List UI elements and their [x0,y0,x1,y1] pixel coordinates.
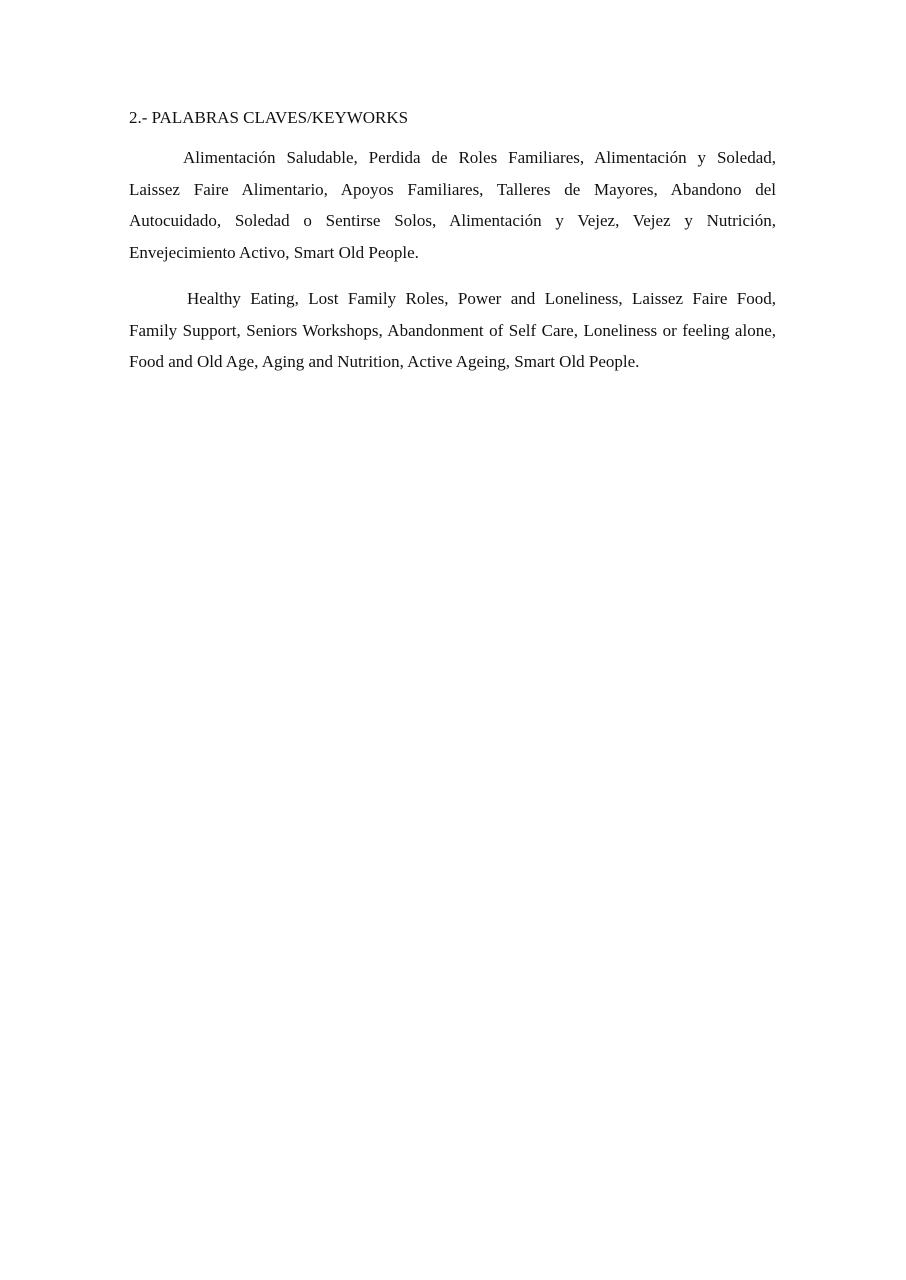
keywords-paragraph-spanish: Alimentación Saludable, Perdida de Roles Familiares, Alimentación y Soledad, Laissez Faire Alimentario, Apoyos Familiares, Talleres de Mayores, Abandono del Autocuidado, Soledad o Sentirse Solos, Alimentación y Vejez, Vejez y Nutrición, Envejecimiento Activo, Smart Old People. [129,148,776,262]
section-heading: 2.- PALABRAS CLAVES/KEYWORKS [129,108,409,127]
document-body [129,106,776,393]
keywords-paragraph-english: Healthy Eating, Lost Family Roles, Power and Loneliness, Laissez Faire Food, Family Support, Seniors Workshops, Abandonment of Self Care, Loneliness or feeling alone, Food and Old Age, Aging and Nutrition, Active Ageing, Smart Old People. [129,289,776,371]
